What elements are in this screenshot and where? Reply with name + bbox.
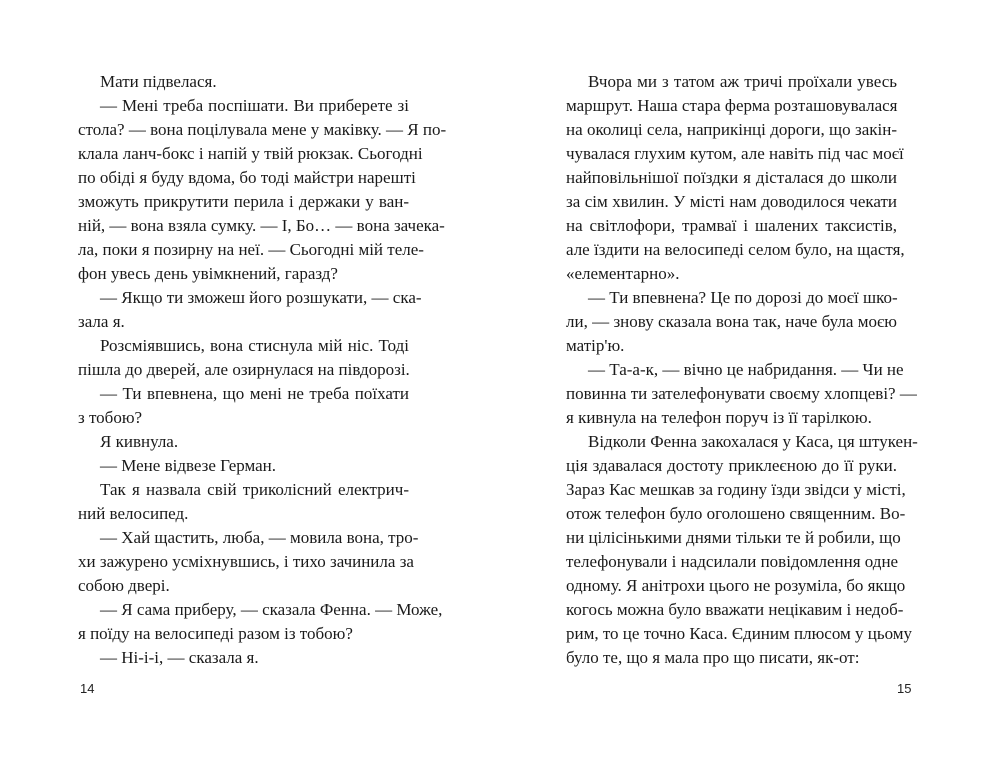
text-line: з тобою? — [78, 408, 143, 427]
text-line: хи зажурено усміхнувшись, і тихо зачинила за — [78, 552, 414, 571]
text-line: «елементарно». — [566, 264, 680, 283]
text-line: але їздити на велосипеді селом було, на щастя, — [566, 240, 905, 259]
text-line: Відколи Фенна закохалася у Каса, ця штукен- — [588, 432, 918, 451]
text-line: телефонували і надсилали повідомлення одне — [566, 552, 899, 571]
text-line: ла, поки я позирну на неї. — Сьогодні мій теле- — [78, 240, 424, 259]
text-line: — Ні-і-і, — сказала я. — [100, 648, 259, 667]
text-line: було те, що я мала про що писати, як-от: — [566, 648, 860, 667]
text-line: фон увесь день увімкнений, гаразд? — [78, 264, 338, 283]
page-number-right: 15 — [897, 681, 912, 696]
text-line: — Мені треба поспішати. Ви приберете зі — [100, 96, 409, 115]
text-line: ни цілісінькими днями тільки те й робили, що — [566, 528, 901, 547]
text-line: Вчора ми з татом аж тричі проїхали увесь — [588, 72, 897, 91]
text-line: по обіді я буду вдома, бо тоді майстри нарешті — [78, 168, 416, 187]
text-line: Зараз Кас мешкав за годину їзди звідси у місті, — [566, 480, 906, 499]
text-line: стола? — вона поцілувала мене у маківку. — Я по- — [78, 120, 447, 139]
text-line: ній, — вона взяла сумку. — І, Бо… — вона зачека- — [78, 216, 445, 235]
text-line: — Ти впевнена, що мені не треба поїхати — [100, 384, 409, 403]
text-line: ний велосипед. — [78, 504, 189, 523]
text-line: рим, то це точно Каса. Єдиним плюсом у цьому — [566, 624, 913, 643]
text-line: когось можна було вважати нецікавим і недоб- — [566, 600, 904, 619]
text-line: за сім хвилин. У місті нам доводилося чекати — [566, 192, 897, 211]
text-line: — Та-а-к, — вічно це набридання. — Чи не — [588, 360, 904, 379]
right-page-text — [566, 70, 918, 670]
text-line: Мати підвелася. — [100, 72, 217, 91]
text-line: — Хай щастить, люба, — мовила вона, тро- — [100, 528, 419, 547]
text-line: на світлофори, трамваї і шалених таксистів, — [566, 216, 897, 235]
text-line: найповільнішої поїздки я дісталася до школи — [566, 168, 897, 187]
text-line: Так я назвала свій триколісний електрич- — [100, 480, 409, 499]
text-line: — Мене відвезе Герман. — [100, 456, 277, 475]
text-line: зала я. — [78, 312, 125, 331]
text-line: маршрут. Наша стара ферма розташовувалася — [566, 96, 898, 115]
text-line: повинна ти зателефонувати своєму хлопцеві? — — [566, 384, 917, 403]
text-line: я кивнула на телефон поруч із її тарілкою. — [566, 408, 872, 427]
page-number-left: 14 — [80, 681, 95, 696]
text-line: отож телефон було оголошено священним. Во- — [566, 504, 906, 523]
text-line: — Я сама приберу, — сказала Фенна. — Може, — [100, 600, 443, 619]
text-line: собою двері. — [78, 576, 170, 595]
text-line: зможуть прикрутити перила і держаки у ван- — [78, 192, 409, 211]
text-line: пішла до дверей, але озирнулася на півдорозі. — [78, 360, 410, 379]
text-line: Я кивнула. — [100, 432, 179, 451]
text-line: чувалася глухим кутом, але навіть під час моєї — [566, 144, 904, 163]
text-line: — Ти впевнена? Це по дорозі до моєї шко- — [588, 288, 898, 307]
text-line: я поїду на велосипеді разом із тобою? — [78, 624, 353, 643]
text-line: матір'ю. — [566, 336, 625, 355]
text-line: Розсміявшись, вона стиснула мій ніс. Тоді — [100, 336, 409, 355]
text-line: клала ланч-бокс і напій у твій рюкзак. Сьогодні — [78, 144, 423, 163]
text-line: ли, — знову сказала вона так, наче була моєю — [566, 312, 897, 331]
text-line: на околиці села, наприкінці дороги, що закін- — [566, 120, 897, 139]
text-line: — Якщо ти зможеш його розшукати, — ска- — [100, 288, 422, 307]
text-line: одному. Я анітрохи цього не розуміла, бо якщо — [566, 576, 906, 595]
left-page-text — [78, 70, 447, 670]
text-line: ція здавалася достоту приклеєною до її руки. — [566, 456, 897, 475]
